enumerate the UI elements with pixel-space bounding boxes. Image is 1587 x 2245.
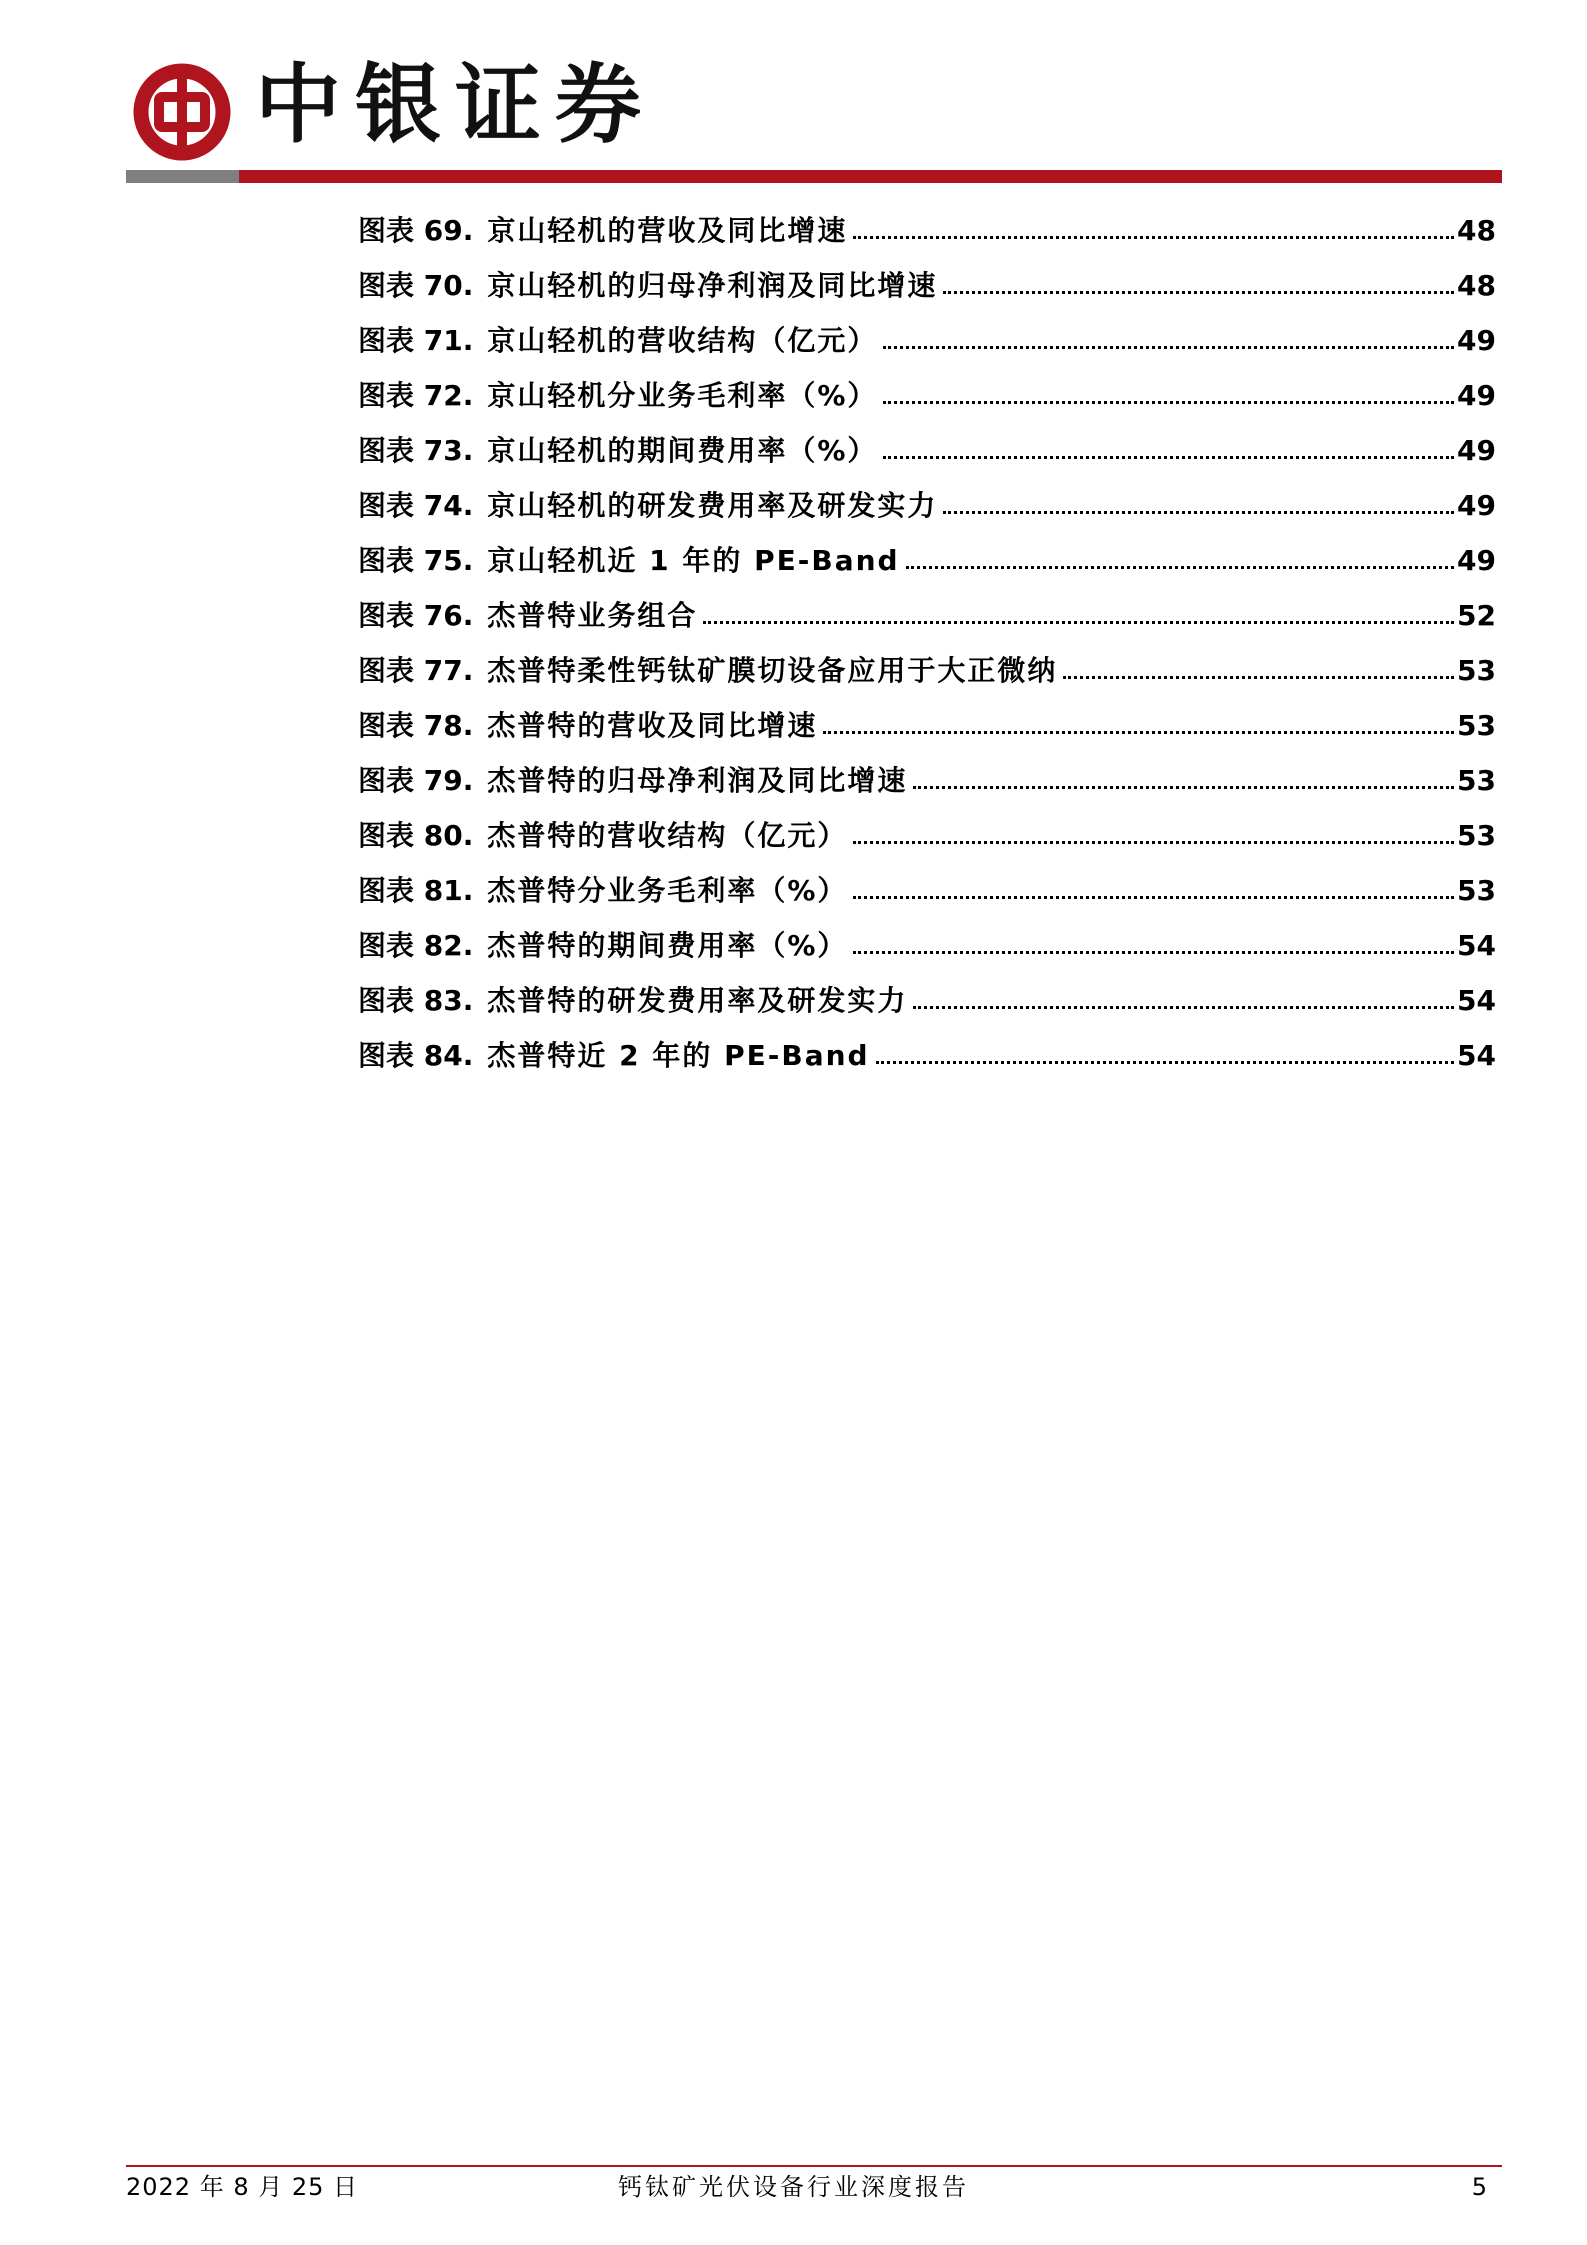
- toc-entry-page: 48: [1457, 269, 1496, 302]
- toc-entry-page: 53: [1457, 819, 1496, 852]
- toc-entry-page: 48: [1457, 214, 1496, 247]
- toc-entry-label: 图表 76.: [358, 599, 474, 632]
- toc-dot-leader: [943, 510, 1454, 514]
- toc-entry-label: 图表 71.: [358, 324, 474, 357]
- toc-entry-label: 图表 83.: [358, 984, 474, 1017]
- toc-entry-title: 杰普特柔性钙钛矿膜切设备应用于大正微纳: [487, 654, 1058, 687]
- toc-dot-leader: [913, 785, 1454, 789]
- toc-entry-label: 图表 80.: [358, 819, 474, 852]
- toc-entry-title: 京山轻机分业务毛利率（%）: [487, 379, 878, 412]
- toc-entry-label: 图表 70.: [358, 269, 474, 302]
- toc-entry[interactable]: [358, 303, 1496, 358]
- toc-entry-label: 图表 69.: [358, 214, 474, 247]
- toc-dot-leader: [883, 455, 1454, 459]
- footer-page-number: 5: [1471, 2173, 1487, 2201]
- toc-entry-title: 杰普特的研发费用率及研发实力: [487, 984, 908, 1017]
- toc-dot-leader: [906, 565, 1454, 569]
- toc-entry-page: 49: [1457, 379, 1496, 412]
- toc-entry-title: 京山轻机的营收结构（亿元）: [487, 324, 878, 357]
- toc-entry-title: 京山轻机近 1 年的 PE-Band: [487, 544, 900, 577]
- toc-entry-title: 京山轻机的期间费用率（%）: [487, 434, 878, 467]
- toc-entry-page: 54: [1457, 984, 1496, 1017]
- toc-entry-page: 53: [1457, 709, 1496, 742]
- toc-entry[interactable]: [358, 248, 1496, 303]
- toc-dot-leader: [853, 235, 1454, 239]
- toc-entry-title: 杰普特近 2 年的 PE-Band: [487, 1039, 870, 1072]
- toc-entry[interactable]: [358, 963, 1496, 1018]
- footer-rule: [126, 2165, 1502, 2167]
- toc-entry-label: 图表 73.: [358, 434, 474, 467]
- toc-dot-leader: [876, 1060, 1454, 1064]
- toc-entry-label: 图表 84.: [358, 1039, 474, 1072]
- toc-entry-page: 49: [1457, 434, 1496, 467]
- toc-entry[interactable]: [358, 523, 1496, 578]
- toc-entry-label: 图表 79.: [358, 764, 474, 797]
- toc-entry-title: 杰普特分业务毛利率（%）: [487, 874, 848, 907]
- toc-entry[interactable]: [358, 853, 1496, 908]
- toc-entry[interactable]: [358, 908, 1496, 963]
- toc-dot-leader: [853, 895, 1454, 899]
- toc-entry[interactable]: [358, 193, 1496, 248]
- toc-entry-title: 杰普特的期间费用率（%）: [487, 929, 848, 962]
- toc-dot-leader: [883, 345, 1454, 349]
- page-header: [0, 0, 1587, 185]
- toc-entry-page: 52: [1457, 599, 1496, 632]
- toc-dot-leader: [703, 620, 1454, 624]
- toc-entry-page: 53: [1457, 654, 1496, 687]
- toc-dot-leader: [823, 730, 1454, 734]
- toc-entry-title: 京山轻机的归母净利润及同比增速: [487, 269, 938, 302]
- toc-entry-label: 图表 78.: [358, 709, 474, 742]
- bank-of-china-logo-icon: [132, 62, 232, 162]
- toc-entry[interactable]: [358, 1018, 1496, 1073]
- toc-entry-label: 图表 74.: [358, 489, 474, 522]
- toc-entry-title: 京山轻机的营收及同比增速: [487, 214, 848, 247]
- toc-entry-title: 杰普特的营收及同比增速: [487, 709, 818, 742]
- brand-name: 中银证券: [255, 54, 655, 155]
- toc-entry-page: 54: [1457, 929, 1496, 962]
- toc-dot-leader: [913, 1005, 1454, 1009]
- toc-entry-page: 49: [1457, 489, 1496, 522]
- toc-entry-label: 图表 72.: [358, 379, 474, 412]
- toc-entry[interactable]: [358, 633, 1496, 688]
- toc-entry-label: 图表 81.: [358, 874, 474, 907]
- header-rule-red: [239, 170, 1502, 183]
- toc-entry-title: 杰普特的营收结构（亿元）: [487, 819, 848, 852]
- toc-entry-page: 49: [1457, 324, 1496, 357]
- footer-report-title: 钙钛矿光伏设备行业深度报告: [618, 2173, 969, 2201]
- toc-entry[interactable]: [358, 743, 1496, 798]
- toc-entry[interactable]: [358, 413, 1496, 468]
- toc-dot-leader: [943, 290, 1454, 294]
- toc-entry-page: 53: [1457, 764, 1496, 797]
- toc-entry[interactable]: [358, 798, 1496, 853]
- toc-entry-page: 49: [1457, 544, 1496, 577]
- toc-entry-title: 杰普特业务组合: [487, 599, 698, 632]
- toc-entry-label: 图表 77.: [358, 654, 474, 687]
- toc-dot-leader: [853, 840, 1454, 844]
- toc-entry[interactable]: [358, 578, 1496, 633]
- toc-entry[interactable]: [358, 358, 1496, 413]
- toc-dot-leader: [853, 950, 1454, 954]
- toc-entry[interactable]: [358, 468, 1496, 523]
- table-of-figures: [358, 193, 1496, 1073]
- toc-entry-label: 图表 82.: [358, 929, 474, 962]
- toc-entry-title: 杰普特的归母净利润及同比增速: [487, 764, 908, 797]
- toc-entry[interactable]: [358, 688, 1496, 743]
- toc-dot-leader: [1063, 675, 1454, 679]
- toc-entry-page: 54: [1457, 1039, 1496, 1072]
- toc-dot-leader: [883, 400, 1454, 404]
- header-rule-gray: [126, 170, 239, 183]
- toc-entry-title: 京山轻机的研发费用率及研发实力: [487, 489, 938, 522]
- footer-date: 2022 年 8 月 25 日: [126, 2173, 359, 2201]
- toc-entry-page: 53: [1457, 874, 1496, 907]
- toc-entry-label: 图表 75.: [358, 544, 474, 577]
